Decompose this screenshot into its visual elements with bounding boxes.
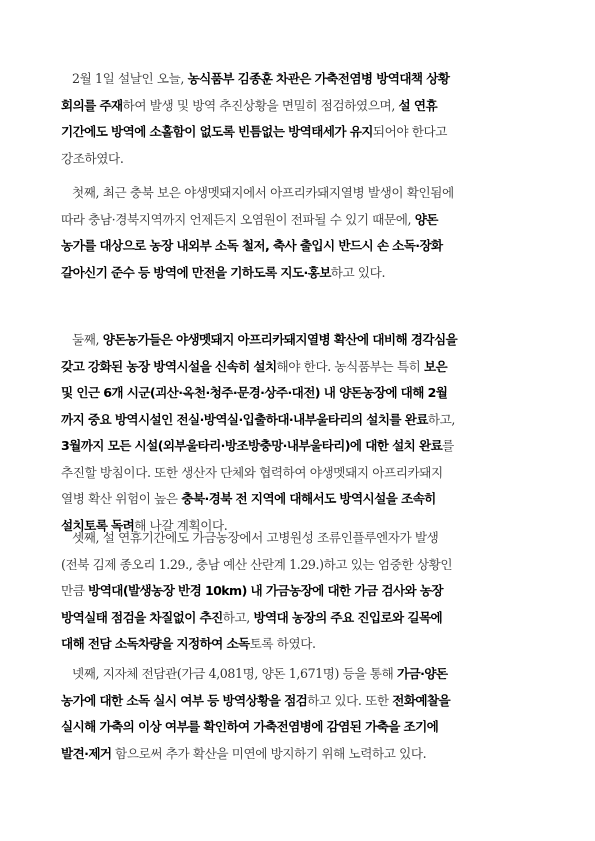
bold-text-run: 까지 중요 방역시설인 전실·방역실·입출하대·내부울타리의 설치를 완료: [61, 411, 428, 427]
bold-text-run: 기간에도 방역에 소홀함이 없도록 빈틈없는 방역태세가 유지: [61, 124, 373, 139]
text-run: 추진할 방침이다. 또한 생산자 단체와 협력하여 야생멧돼지 아프리카돼지: [61, 464, 443, 480]
text-line: [61, 119, 539, 146]
text-run: (전북 김제 종오리 1.29., 충남 예산 산란계 1.29.)하고 있는 엄중한 상황인: [61, 556, 453, 572]
bold-text-run: 전화예찰을: [392, 692, 451, 708]
text-line: [61, 407, 539, 434]
text-line: [61, 578, 539, 605]
text-run: 되어야 한다고: [372, 124, 448, 139]
text-line: [61, 146, 539, 173]
bold-text-run: 갖고 강화된 농장 방역시설을 신속히 설치: [61, 358, 277, 374]
bold-text-run: 가금·양돈: [396, 666, 448, 681]
bold-text-run: 농가를 대상으로 농장 내외부 소독 철저, 축사 출입시 반드시 손 소독·장화: [61, 238, 443, 253]
paragraph-second: [61, 327, 539, 539]
text-run: 넷째, 지자체 전담관(가금 4,081명, 양돈 1,671명) 등을 통해: [72, 666, 397, 681]
text-line: [61, 661, 539, 688]
text-line: [61, 207, 539, 234]
bold-text-run: 방역대(발생농장 반경 10km) 내 가금농장에 대한 가금 검사와 농장: [88, 583, 443, 598]
paragraph-intro: [61, 66, 539, 172]
text-run: 만큼: [61, 583, 89, 598]
bold-text-run: 방역대 농장의 주요 진입로와 길목에: [253, 609, 443, 625]
bold-text-run: 양돈: [414, 211, 438, 227]
text-line: [61, 93, 539, 120]
text-run: 하고,: [222, 609, 254, 625]
text-run: 토록 하였다.: [249, 636, 316, 651]
text-run: 열병 확산 위험이 높은: [61, 491, 182, 506]
text-line: [61, 688, 539, 715]
text-run: 셋째, 설 연휴기간에도 가금농장에서 고병원성 조류인플루엔자가 발생: [72, 530, 439, 545]
bold-text-run: 보은: [423, 358, 448, 374]
text-run: 함으로써 추가 확산을 미연에 방지하기 위해 노력하고 있다.: [111, 745, 427, 761]
text-line: [61, 605, 539, 632]
text-line: [61, 433, 539, 460]
bold-text-run: 실시해 가축의 이상 여부를 확인하여 가축전염병에 감염된 가축을 조기에: [61, 719, 439, 734]
bold-text-run: 농식품부 김종훈 차관은 가축전염병 방역대책 상황: [187, 71, 450, 86]
bold-text-run: 설 연휴: [398, 97, 438, 113]
bold-text-run: 발견·제거: [61, 745, 112, 761]
bold-text-run: 설치토록 독려: [61, 517, 135, 533]
text-run: 해 나갈 계획이다.: [134, 517, 228, 533]
text-run: 강조하였다.: [61, 150, 124, 166]
text-run: 하고 있다.: [330, 264, 386, 280]
text-run: 해야 한다. 농식품부는 특히: [276, 358, 424, 374]
text-run: 하고,: [427, 411, 456, 427]
text-run: 하고 있다. 또한: [307, 692, 393, 708]
text-line: [61, 380, 539, 407]
text-line: [61, 552, 539, 579]
bold-text-run: 양돈농가들은 야생멧돼지 아프리카돼지열병 확산에 대비해 경각심을: [102, 332, 458, 347]
text-line: [61, 741, 539, 768]
bold-text-run: 및 인근 6개 시군(괴산·옥천·청주·문경·상주·대전) 내 양돈농장에 대해 2월: [61, 385, 448, 400]
text-run: 따라 충남·경북지역까지 언제든지 오염원이 전파될 수 있기 때문에,: [61, 211, 415, 227]
text-line: [61, 233, 539, 260]
text-line: [61, 66, 539, 93]
bold-text-run: 3월까지 모든 시설(외부울타리·방조방충망·내부울타리)에 대한 설치 완료: [61, 438, 443, 453]
text-line: [61, 631, 539, 658]
paragraph-third: [61, 525, 539, 658]
text-run: 첫째, 최근 충북 보은 야생멧돼지에서 아프리카돼지열병 발생이 확인됨에: [72, 185, 454, 200]
text-run: 둘째,: [72, 332, 103, 347]
bold-text-run: 회의를 주재: [61, 97, 123, 113]
paragraph-first: [61, 180, 539, 286]
bold-text-run: 방역실태 점검을 차질없이 추진: [61, 609, 223, 625]
text-run: 2월 1일 설날인 오늘,: [72, 71, 188, 86]
bold-text-run: 충북·경북 전 지역에 대해서도 방역시설을 조속히: [181, 491, 436, 506]
text-line: [61, 180, 539, 207]
bold-text-run: 농가에 대한 소독 실시 여부 등 방역상황을 점검: [61, 692, 308, 708]
bold-text-run: 갈아신기 준수 등 방역에 만전을 기하도록 지도·홍보: [61, 264, 331, 280]
paragraph-fourth: [61, 661, 539, 767]
text-run: 하여 발생 및 방역 추진상황을 면밀히 점검하였으며,: [122, 97, 399, 113]
text-line: [61, 486, 539, 513]
text-line: [61, 260, 539, 287]
text-line: [61, 327, 539, 354]
text-line: [61, 354, 539, 381]
text-run: 를: [442, 438, 454, 453]
text-line: [61, 460, 539, 487]
bold-text-run: 대해 전담 소독차량을 지정하여 소독: [61, 636, 250, 651]
text-line: [61, 525, 539, 552]
text-line: [61, 714, 539, 741]
